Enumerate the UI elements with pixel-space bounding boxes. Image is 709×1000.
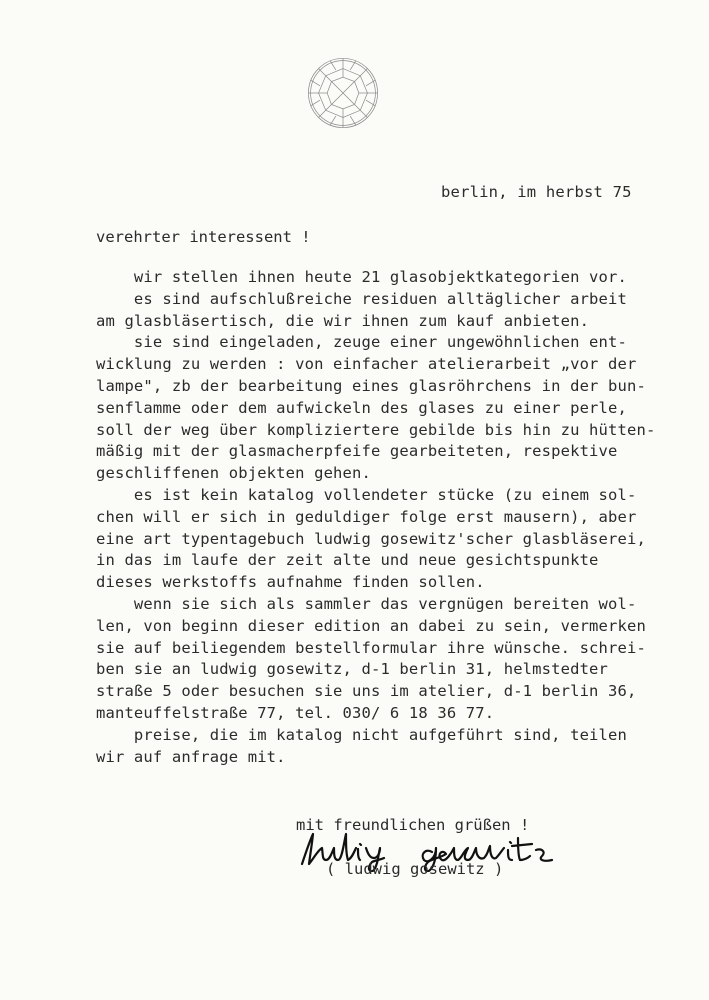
place-date: berlin, im herbst 75 [441,183,632,201]
body-line: eine art typentagebuch ludwig gosewitz'scher glasbläserei, [96,529,646,548]
body-line: manteuffelstraße 77, tel. 030/ 6 18 36 77. [96,703,495,722]
body-line: wir auf anfrage mit. [96,747,286,766]
body-line: sie auf beiliegendem bestellformular ihre wünsche. schrei- [96,638,646,657]
body-line: wir stellen ihnen heute 21 glasobjektkategorien vor. [96,268,627,286]
body-line: geschliffenen objekten gehen. [96,464,371,483]
body-line: ben sie an ludwig gosewitz, d-1 berlin 31, helmstedter [96,660,609,679]
body-line: am glasbläsertisch, die wir ihnen zum kauf anbieten. [96,311,590,330]
typed-signatory-name: ( ludwig gosewitz ) [326,860,504,878]
body-line: wicklung zu werden : von einfacher atelierarbeit „vor der [96,355,637,374]
body-line: soll der weg über kompliziertere gebilde bis hin zu hütten- [96,420,656,439]
body-line: straße 5 oder besuchen sie uns im atelier, d-1 berlin 36, [96,682,637,701]
crystal-rosette-icon [307,57,379,129]
body-line: preise, die im katalog nicht aufgeführt sind, teilen [96,725,627,744]
salutation: verehrter interessent ! [96,228,311,246]
body-line: lampe", zb der bearbeitung eines glasröhrchens in der bun- [96,376,646,395]
body-line: es ist kein katalog vollendeter stücke (zu einem sol- [96,485,637,504]
body-line: es sind aufschlußreiche residuen alltäglicher arbeit [96,289,627,308]
body-line: sie sind eingeladen, zeuge einer ungewöhnlichen ent- [96,333,627,352]
body-line: in das im laufe der zeit alte und neue gesichtspunkte [96,551,599,570]
body-line: mäßig mit der glasmacherpfeife gearbeiteten, respektive [96,442,618,461]
body-line: senflamme oder dem aufwickeln des glases zu einer perle, [96,398,627,417]
letter-body [96,267,656,768]
closing-greeting: mit freundlichen grüßen ! [296,816,530,834]
body-line: wenn sie sich als sammler das vergnügen bereiten wol- [96,594,637,613]
body-line: dieses werkstoffs aufnahme finden sollen. [96,573,485,592]
body-line: chen will er sich in geduldiger folge erst mausern), aber [96,507,637,526]
body-line: len, von beginn dieser edition an dabei zu sein, vermerken [96,616,646,635]
